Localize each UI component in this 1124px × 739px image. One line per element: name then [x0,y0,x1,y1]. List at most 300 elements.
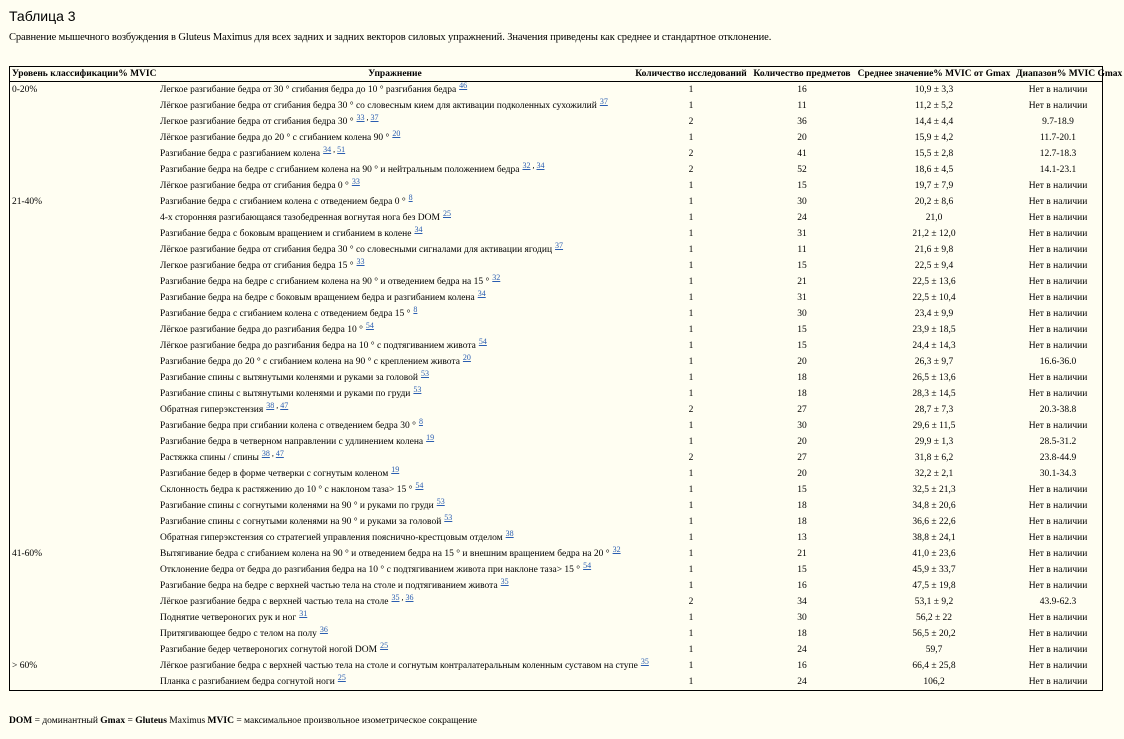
citation-refs [392,129,400,138]
exercise-text: Лёгкое разгибание бедра с верхней частью тела на столе [160,597,389,607]
exercise-text: Обратная гиперэкстензия со стратегией управления пояснично-крестцовым отделом [160,533,503,543]
citation-refs [600,97,608,106]
cell-range: 11.7-20.1 [1039,133,1077,143]
citation-link[interactable]: 38 [505,529,514,538]
citation-refs [459,81,467,90]
cell-range: Нет в наличии [1028,85,1088,95]
citation-refs [352,177,360,186]
cell-studies: 1 [688,85,694,95]
cell-mean: 32,5 ± 21,3 [912,485,956,495]
exercise-text: 4-х сторонняя разгибающаяся тазобедренная вогнутая нога без DOM [160,213,440,223]
cell-mean: 15,5 ± 2,8 [914,149,954,159]
cell-level [10,354,158,370]
exercise-text: Лёгкое разгибание бедра до 20 ° с сгибанием колена 90 ° [160,133,390,143]
cell-exercise [158,210,632,226]
citation-link[interactable]: 37 [599,97,608,106]
citation-refs [478,289,486,298]
cell-range: Нет в наличии [1028,293,1088,303]
exercise-text: Поднятие четвероногих рук и ног [160,613,297,623]
citation-link[interactable]: 32 [612,545,621,554]
citation-link[interactable]: 25 [337,673,346,682]
cell-range: 16.6-36.0 [1039,357,1077,367]
table-row [10,418,1102,434]
cell-mean: 41,0 ± 23,6 [912,549,956,559]
cell-mean: 29,6 ± 11,5 [912,421,956,431]
cell-mean: 14,4 ± 4,4 [914,117,954,127]
cell-subjects: 30 [797,309,807,319]
citation-refs [338,673,346,682]
citation-link[interactable]: 8 [413,305,418,314]
citation-link[interactable]: 54 [415,481,424,490]
table-row [10,466,1102,482]
header-mean: Среднее значение% MVIC от Gmax [854,67,1014,82]
citation-link[interactable]: 53 [420,369,429,378]
cell-mean: 15,9 ± 4,2 [914,133,954,143]
cell-mean: 23,4 ± 9,9 [914,309,954,319]
citation-link[interactable]: 54 [583,561,592,570]
table-row [10,274,1102,290]
cell-level: 0-20% [12,85,38,95]
cell-range: Нет в наличии [1028,533,1088,543]
citation-refs [426,433,434,442]
cell-subjects: 15 [797,341,807,351]
cell-range: Нет в наличии [1028,613,1088,623]
cell-exercise [158,114,632,130]
cell-mean: 56,5 ± 20,2 [912,629,956,639]
cell-exercise [158,482,632,498]
cell-studies: 1 [688,325,694,335]
table-row [10,82,1102,99]
cell-mean: 28,7 ± 7,3 [914,405,954,415]
citation-link[interactable]: 35 [391,593,400,602]
cell-range: Нет в наличии [1028,389,1088,399]
cell-range: 14.1-23.1 [1039,165,1077,175]
citation-link[interactable]: 32 [492,273,501,282]
cell-studies: 1 [688,645,694,655]
table-row [10,626,1102,642]
cell-exercise [158,530,632,546]
exercise-text: Разгибание бедра на бедре с боковым вращением бедра и разгибанием колена [160,293,475,303]
header-exercise: Упражнение [158,67,632,82]
cell-level [10,306,158,322]
cell-subjects: 31 [797,229,807,239]
cell-subjects: 36 [797,117,807,127]
table-row [10,370,1102,386]
cell-exercise [158,306,632,322]
cell-level [10,242,158,258]
citation-refs [413,385,421,394]
exercise-text: Разгибание бедер в форме четверки с согнутым коленом [160,469,389,479]
exercise-text: Разгибание бедра на бедре с сгибанием колена на 90 ° и нейтральным положением бедра [160,165,520,175]
cell-range: Нет в наличии [1028,677,1088,687]
citation-link[interactable]: 34 [323,145,332,154]
cell-studies: 1 [688,357,694,367]
cell-studies: 2 [688,117,694,127]
exercise-text: Растяжка спины / спины [160,453,259,463]
table-row [10,338,1102,354]
cell-studies: 1 [688,533,694,543]
cell-subjects: 20 [797,133,807,143]
cell-exercise [158,402,632,418]
citation-refs [506,529,514,538]
cell-exercise [158,674,632,690]
cell-subjects: 24 [797,213,807,223]
cell-subjects: 20 [797,469,807,479]
cell-mean: 28,3 ± 14,5 [912,389,956,399]
citation-link[interactable]: 35 [500,577,509,586]
cell-range: Нет в наличии [1028,309,1088,319]
cell-level [10,98,158,114]
cell-level [10,674,158,690]
cell-level [10,562,158,578]
exercise-text: Легкое разгибание бедра от сгибания бедра 15 ° [160,261,354,271]
cell-subjects: 27 [797,453,807,463]
cell-level [10,338,158,354]
cell-mean: 38,8 ± 24,1 [912,533,956,543]
header-studies: Количество исследований [632,67,750,82]
citation-link[interactable]: 38 [266,401,275,410]
cell-mean: 21,0 [925,213,943,223]
citation-link[interactable]: 34 [414,225,423,234]
cell-exercise [158,226,632,242]
cell-subjects: 15 [797,565,807,575]
cell-studies: 1 [688,613,694,623]
cell-subjects: 21 [797,549,807,559]
citation-refs [583,561,591,570]
cell-level [10,162,158,178]
cell-range: Нет в наличии [1028,517,1088,527]
citation-link[interactable]: 33 [351,177,360,186]
cell-studies: 2 [688,453,694,463]
citation-link[interactable]: 38 [261,449,270,458]
citation-refs [501,577,509,586]
citation-link[interactable]: 19 [391,465,400,474]
citation-refs [419,417,423,426]
footnote-mvic-text: = максимальное произвольное изометрическое сокращение [233,716,478,726]
cell-mean: 31,8 ± 6,2 [914,453,954,463]
citation-link[interactable]: 51 [337,145,346,154]
citation-link[interactable]: 32 [522,161,531,170]
cell-studies: 1 [688,581,694,591]
cell-exercise [158,418,632,434]
cell-level: 41-60% [12,549,43,559]
cell-range: Нет в наличии [1028,629,1088,639]
cell-level [10,402,158,418]
cell-subjects: 21 [797,277,807,287]
cell-level: 21-40% [12,197,43,207]
cell-subjects: 30 [797,197,807,207]
cell-subjects: 31 [797,293,807,303]
table-row [10,242,1102,258]
citation-refs [641,657,649,666]
table-row [10,482,1102,498]
cell-studies: 1 [688,261,694,271]
cell-exercise [158,498,632,514]
citation-refs [320,625,328,634]
cell-exercise [158,82,632,99]
table-row [10,210,1102,226]
cell-mean: 36,6 ± 22,6 [912,517,956,527]
cell-studies: 1 [688,277,694,287]
exercise-text: Разгибание бедра с сгибанием колена с отведением бедра 15 ° [160,309,411,319]
cell-range: 30.1-34.3 [1039,469,1077,479]
citation-link[interactable]: 36 [319,625,328,634]
cell-level [10,386,158,402]
exercise-text: Разгибание бедра на бедре с сгибанием колена на 90 ° и отведением бедра на 15 ° [160,277,490,287]
table-row [10,658,1102,674]
cell-studies: 1 [688,309,694,319]
cell-studies: 1 [688,437,694,447]
citation-refs [492,273,500,282]
table-row [10,402,1102,418]
cell-subjects: 16 [797,661,807,671]
citation-link[interactable]: 19 [426,433,435,442]
cell-studies: 1 [688,469,694,479]
cell-exercise [158,546,632,562]
cell-level [10,610,158,626]
cell-mean: 56,2 ± 22 [915,613,953,623]
table-row [10,98,1102,114]
cell-exercise [158,354,632,370]
cell-level [10,530,158,546]
data-table [10,67,1123,690]
table-row [10,146,1102,162]
cell-level [10,114,158,130]
citation-link[interactable]: 33 [356,113,365,122]
cell-mean: 106,2 [923,677,945,687]
cell-level [10,642,158,658]
cell-studies: 2 [688,597,694,607]
table-row [10,434,1102,450]
cell-exercise [158,274,632,290]
cell-subjects: 20 [797,357,807,367]
cell-subjects: 41 [797,149,807,159]
citation-link[interactable]: 25 [442,209,451,218]
table-row [10,354,1102,370]
footnote-gmax-rest: Maximus [166,716,208,726]
table-row [10,674,1102,690]
citation-refs: 34 , 51 [323,145,346,154]
table-row [10,258,1102,274]
cell-mean: 29,9 ± 1,3 [914,437,954,447]
citation-refs [443,209,451,218]
cell-mean: 26,3 ± 9,7 [914,357,954,367]
cell-level [10,210,158,226]
exercise-text: Лёгкое разгибание бедра с верхней частью тела на столе и согнутым контралатеральным коленным суставом на ступе [160,661,638,671]
cell-range: Нет в наличии [1028,549,1088,559]
cell-studies: 1 [688,421,694,431]
cell-range: Нет в наличии [1028,213,1088,223]
table-row [10,322,1102,338]
citation-link[interactable]: 47 [280,401,289,410]
table-row [10,514,1102,530]
cell-exercise [158,514,632,530]
cell-mean: 66,4 ± 25,8 [912,661,956,671]
table-row [10,642,1102,658]
exercise-text: Притягивающее бедро с телом на полу [160,629,317,639]
table-row [10,610,1102,626]
cell-range: 23.8-44.9 [1039,453,1077,463]
cell-mean: 22,5 ± 10,4 [912,293,956,303]
cell-exercise [158,434,632,450]
citation-link[interactable]: 20 [392,129,401,138]
exercise-text: Разгибание бедра до 20 ° с сгибанием колена на 90 ° с креплением живота [160,357,460,367]
cell-range: Нет в наличии [1028,101,1088,111]
citation-refs: 32 , 34 [522,161,545,170]
cell-range: Нет в наличии [1028,229,1088,239]
cell-exercise [158,322,632,338]
cell-level [10,322,158,338]
citation-link[interactable]: 35 [640,657,649,666]
table-row [10,450,1102,466]
exercise-text: Легкое разгибание бедра от сгибания бедра 30 ° [160,117,354,127]
citation-refs [299,609,307,618]
table-row [10,114,1102,130]
cell-range: 43.9-62.3 [1039,597,1077,607]
citation-link[interactable]: 20 [462,353,471,362]
citation-link[interactable]: 34 [536,161,545,170]
citation-refs: 35 , 36 [391,593,414,602]
exercise-text: Разгибание бедра с боковым вращением и сгибанием в колене [160,229,412,239]
citation-link[interactable]: 31 [299,609,308,618]
cell-exercise [158,130,632,146]
citation-link[interactable]: 53 [444,513,453,522]
footnote-gmax-full: Gluteus [135,716,167,726]
cell-range: 12.7-18.3 [1039,149,1077,159]
cell-subjects: 18 [797,389,807,399]
cell-subjects: 34 [797,597,807,607]
citation-link[interactable]: 37 [370,113,379,122]
citation-link[interactable]: 53 [436,497,445,506]
cell-range: Нет в наличии [1028,421,1088,431]
citation-refs [391,465,399,474]
citation-link[interactable]: 8 [408,193,413,202]
table-body [10,82,1102,691]
exercise-text: Отклонение бедра от бедра до разгибания бедра на 10 ° с подтягиванием живота при наклоне таза> 15 ° [160,565,581,575]
citation-link[interactable]: 25 [380,641,389,650]
cell-exercise [158,610,632,626]
cell-mean: 59,7 [925,645,943,655]
cell-exercise [158,98,632,114]
citation-link[interactable]: 54 [478,337,487,346]
cell-subjects: 18 [797,629,807,639]
header-subjects: Количество предметов [750,67,854,82]
cell-mean: 22,5 ± 13,6 [912,277,956,287]
cell-mean: 34,8 ± 20,6 [912,501,956,511]
table-row [10,290,1102,306]
citation-link[interactable]: 54 [365,321,374,330]
cell-subjects: 52 [797,165,807,175]
cell-level [10,434,158,450]
exercise-text: Обратная гиперэкстензия [160,405,264,415]
citation-link[interactable]: 46 [459,81,468,90]
cell-studies: 1 [688,389,694,399]
cell-studies: 1 [688,181,694,191]
cell-level [10,258,158,274]
cell-exercise [158,626,632,642]
cell-exercise [158,338,632,354]
cell-level [10,274,158,290]
cell-subjects: 30 [797,421,807,431]
exercise-text: Планка с разгибанием бедра согнутой ноги [160,677,335,687]
exercise-text: Разгибание бедра с сгибанием колена с отведением бедра 0 ° [160,197,406,207]
cell-exercise [158,178,632,194]
citation-link[interactable]: 8 [418,417,423,426]
cell-studies: 1 [688,661,694,671]
cell-studies: 1 [688,293,694,303]
cell-studies: 1 [688,373,694,383]
cell-level [10,450,158,466]
cell-exercise [158,162,632,178]
footnote-mvic-abbr: MVIC [207,716,234,726]
cell-level [10,146,158,162]
cell-mean: 24,4 ± 14,3 [912,341,956,351]
cell-studies: 1 [688,133,694,143]
citation-link[interactable]: 53 [413,385,422,394]
exercise-text: Лёгкое разгибание бедра до разгибания бедра 10 ° [160,325,363,335]
cell-range: Нет в наличии [1028,261,1088,271]
footnote-dom-text: = доминантный [32,716,101,726]
cell-mean: 18,6 ± 4,5 [914,165,954,175]
cell-studies: 1 [688,245,694,255]
cell-studies: 2 [688,165,694,175]
cell-mean: 19,7 ± 7,9 [914,181,954,191]
cell-range: 20.3-38.8 [1039,405,1077,415]
table-caption: Сравнение мышечного возбуждения в Gluteus Maximus для всех задних и задних векторов силовых упражнений. Значения приведены как среднее и стандартное отклонение. [9,32,772,43]
cell-exercise [158,194,632,210]
cell-studies: 2 [688,149,694,159]
citation-link[interactable]: 36 [405,593,414,602]
cell-exercise [158,594,632,610]
citation-link[interactable]: 47 [275,449,284,458]
cell-studies: 1 [688,629,694,639]
cell-mean: 10,9 ± 3,3 [914,85,954,95]
cell-range: Нет в наличии [1028,245,1088,255]
cell-studies: 2 [688,405,694,415]
citation-link[interactable]: 33 [356,257,365,266]
cell-mean: 20,2 ± 8,6 [914,197,954,207]
citation-link[interactable]: 37 [555,241,564,250]
table-row [10,546,1102,562]
cell-level [10,466,158,482]
cell-subjects: 15 [797,325,807,335]
cell-mean: 21,2 ± 12,0 [912,229,956,239]
cell-subjects: 11 [797,101,807,111]
exercise-text: Разгибание спины с вытянутыми коленями и руками за головой [160,373,418,383]
cell-level [10,178,158,194]
cell-mean: 53,1 ± 9,2 [914,597,954,607]
cell-mean: 23,9 ± 18,5 [912,325,956,335]
cell-exercise [158,657,649,674]
exercise-text: Разгибание бедра в четверном направлении с удлинением колена [160,437,424,447]
exercise-text: Склонность бедра к растяжению до 10 ° с наклоном таза> 15 ° [160,485,413,495]
citation-refs [366,321,374,330]
cell-studies: 1 [688,549,694,559]
citation-link[interactable]: 34 [477,289,486,298]
table-header-row [10,67,1102,82]
cell-exercise [158,146,632,162]
cell-level [10,498,158,514]
cell-exercise [158,370,632,386]
cell-range: Нет в наличии [1028,197,1088,207]
cell-range: Нет в наличии [1028,565,1088,575]
cell-studies: 1 [688,677,694,687]
cell-level [10,226,158,242]
footnote-dom-abbr: DOM [9,716,33,726]
citation-refs [421,369,429,378]
cell-range: Нет в наличии [1028,373,1088,383]
exercise-text: Вытягивание бедра с сгибанием колена на 90 ° и отведением бедра на 15 ° и внешним вращением бедра на 20 ° [160,549,610,559]
